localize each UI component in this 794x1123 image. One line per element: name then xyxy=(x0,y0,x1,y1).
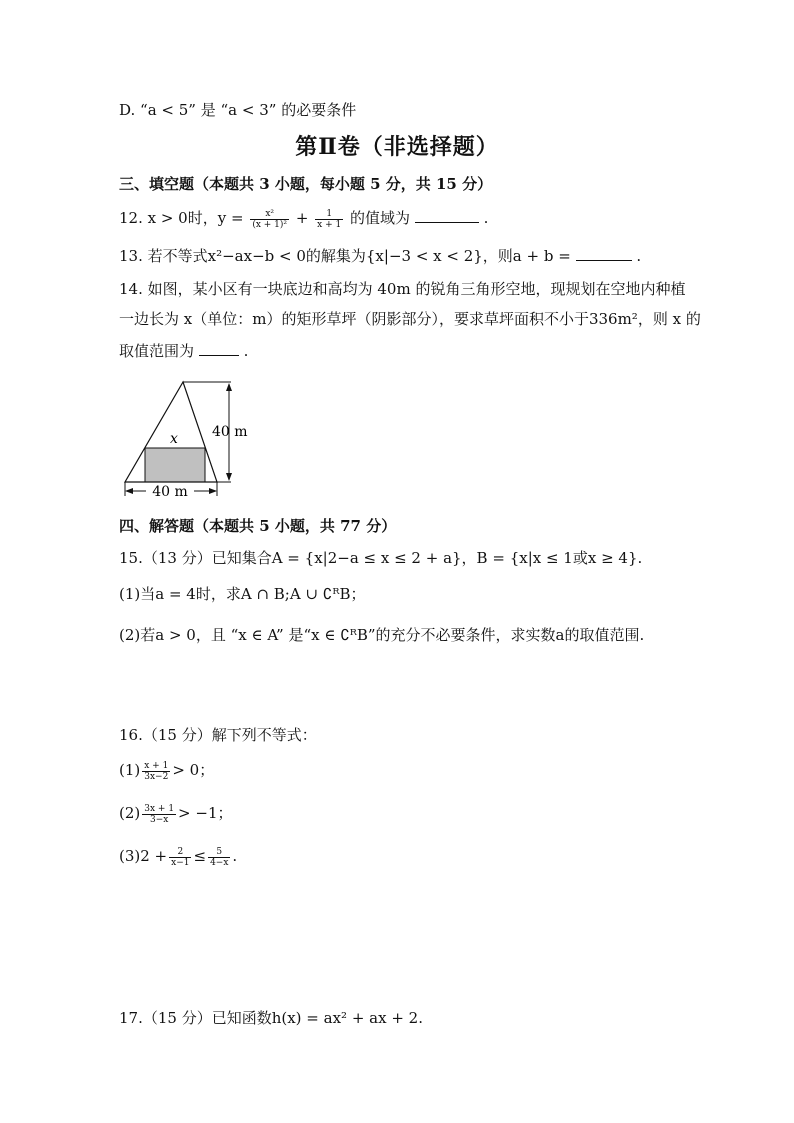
q12-answer-blank xyxy=(415,208,479,223)
base-arrow-head-left xyxy=(125,488,133,494)
q12-f2-den: x + 1 xyxy=(317,219,342,230)
q16-3-pre: (3)2 + xyxy=(119,847,168,865)
question-15-part-2: (2)若a > 0，且 “x ∈ A” 是“x ∈ ∁ᴿB”的充分不必要条件，求实数a的取值范围. xyxy=(119,626,645,644)
triangle-diagram xyxy=(118,376,258,500)
q16-3-num1: 2 xyxy=(169,847,191,858)
q16-1-post: > 0； xyxy=(172,761,215,779)
question-14-line-2: 一边长为 x（单位：m）的矩形草坪（阴影部分），要求草坪面积不小于336m²，则 x 的 xyxy=(119,310,701,328)
q16-2-post: > −1； xyxy=(178,804,233,822)
section-heading-fill-in: 三、填空题（本题共 3 小题，每小题 5 分，共 15 分） xyxy=(119,175,493,193)
q16-3-den1: x−1 xyxy=(171,857,190,868)
shaded-lawn xyxy=(145,448,205,482)
q12-f2-num: 1 xyxy=(315,209,343,220)
question-17: 17.（15 分）已知函数h(x) = ax² + ax + 2. xyxy=(119,1009,423,1027)
q16-1-den: 3x−2 xyxy=(144,771,169,782)
section-title: 第Ⅱ卷（非选择题） xyxy=(295,134,499,160)
q16-2-pre: (2) xyxy=(119,804,141,822)
base-arrow-head-right xyxy=(209,488,217,494)
option-d: D. “a < 5” 是 “a < 3” 的必要条件 xyxy=(119,101,357,119)
question-16-part-1 xyxy=(119,760,214,782)
q16-2-den: 3−x xyxy=(149,814,169,825)
height-arrow-head-top xyxy=(226,383,232,391)
question-16-part-3 xyxy=(119,846,237,868)
section-heading-solve: 四、解答题（本题共 5 小题，共 77 分） xyxy=(119,517,397,535)
question-13 xyxy=(119,246,641,266)
q16-2-num: 3x + 1 xyxy=(144,803,175,814)
question-12 xyxy=(119,208,488,230)
q12-fraction-2 xyxy=(315,209,343,230)
q12-f1-den: (x + 1)² xyxy=(252,219,288,230)
q13-answer-blank xyxy=(576,246,632,261)
q12-text-a: 12. x > 0时，y = xyxy=(119,209,244,227)
q16-3-post: . xyxy=(232,847,238,865)
question-16-part-2 xyxy=(119,803,233,825)
q16-3-fraction-1 xyxy=(169,847,191,868)
q12-f1-num: x² xyxy=(250,209,289,220)
height-label: 40 m xyxy=(212,424,248,440)
side-label: x xyxy=(170,431,178,447)
q13-end: . xyxy=(636,247,642,265)
question-16: 16.（15 分）解下列不等式： xyxy=(119,726,317,744)
q12-end: . xyxy=(483,209,489,227)
q14-end: . xyxy=(243,342,249,360)
q12-fraction-1 xyxy=(250,209,289,230)
base-label: 40 m xyxy=(152,484,188,500)
q12-text-b: 的值域为 xyxy=(350,209,411,227)
q16-1-pre: (1) xyxy=(119,761,141,779)
q16-2-fraction xyxy=(142,804,176,825)
q14-answer-blank xyxy=(199,341,239,356)
q13-text: 13. 若不等式x²−ax−b < 0的解集为{x|−3 < x < 2}，则a + b = xyxy=(119,247,571,265)
q16-3-den2: 4−x xyxy=(210,857,229,868)
q16-1-fraction xyxy=(142,761,170,782)
question-14-line-1: 14. 如图，某小区有一块底边和高均为 40m 的锐角三角形空地，现规划在空地内种植 xyxy=(119,280,686,298)
height-arrow-head-bottom xyxy=(226,473,232,481)
triangle-figure xyxy=(118,376,258,504)
q16-3-num2: 5 xyxy=(208,847,230,858)
question-15-part-1: (1)当a = 4时，求A ∩ B;A ∪ ∁ᴿB； xyxy=(119,585,366,603)
question-14-line-3 xyxy=(119,341,248,361)
q14-text: 取值范围为 xyxy=(119,342,195,360)
q12-plus: + xyxy=(295,209,309,227)
q16-3-mid: ≤ xyxy=(193,847,207,865)
q16-1-num: x + 1 xyxy=(144,760,169,771)
q16-3-fraction-2 xyxy=(208,847,230,868)
question-15: 15.（13 分）已知集合A = {x|2−a ≤ x ≤ 2 + a}，B = {x|x ≤ 1或x ≥ 4}. xyxy=(119,549,643,567)
